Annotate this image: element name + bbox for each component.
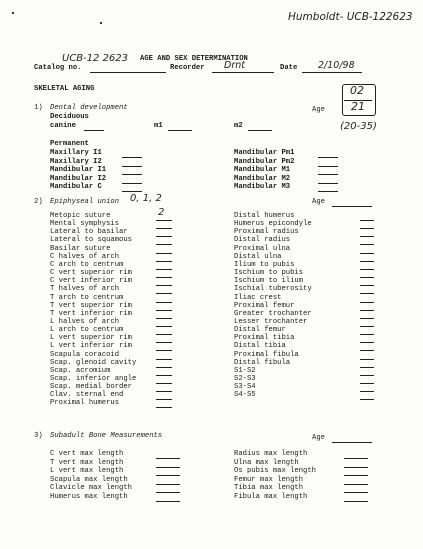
date-field[interactable]	[302, 72, 362, 73]
entry-blank[interactable]	[360, 318, 374, 319]
entry-blank[interactable]	[360, 293, 374, 294]
m1-field[interactable]	[168, 130, 192, 131]
entry-blank[interactable]	[156, 293, 172, 294]
entry-blank[interactable]	[156, 383, 172, 384]
field-label: Maxillary I1	[50, 149, 102, 157]
epiphyseal-age-field[interactable]	[332, 206, 372, 207]
field-label: Distal tibia	[234, 342, 286, 351]
entry-blank[interactable]	[156, 475, 180, 476]
entry-blank[interactable]	[156, 407, 172, 408]
field-label: Tibia max length	[234, 484, 304, 493]
field-label: Mandibular Pm2	[234, 157, 295, 166]
entry-blank[interactable]	[360, 253, 374, 254]
entry-blank[interactable]	[360, 261, 374, 262]
corner-mark	[12, 12, 14, 14]
field-label: Mandibular I1	[50, 166, 107, 175]
field-label: Clavicle max length	[50, 484, 132, 493]
field-label: Mandibular M1	[234, 166, 291, 175]
field-label: T vert inferior rim	[50, 309, 132, 318]
field-label: Fibula max length	[234, 493, 308, 501]
section-title: SKELETAL AGING	[34, 85, 95, 93]
catalog-field[interactable]	[90, 72, 166, 73]
form-title: AGE AND SEX DETERMINATION	[140, 55, 248, 63]
entry-blank[interactable]	[360, 359, 374, 360]
metopic-handwritten-value: 2	[158, 207, 165, 218]
field-label: Distal femur	[234, 326, 286, 335]
field-label: Lateral to squamous	[50, 236, 132, 245]
entry-blank[interactable]	[344, 467, 368, 468]
catalog-handwritten-value: UCB-12 2623	[62, 53, 128, 64]
entry-blank[interactable]	[360, 391, 374, 392]
field-label: Femur max length	[234, 475, 304, 484]
entry-blank[interactable]	[156, 302, 172, 303]
entry-blank[interactable]	[156, 484, 180, 485]
field-label: Distal radius	[234, 236, 291, 245]
field-label: S4-S5	[234, 391, 256, 400]
entry-blank[interactable]	[360, 228, 374, 229]
subadult-age-field[interactable]	[332, 442, 372, 443]
entry-blank[interactable]	[156, 285, 172, 286]
field-label: Mandibular C	[50, 183, 102, 192]
field-label: C vert inferior rim	[50, 277, 132, 286]
recorder-handwritten-value: Drnt	[224, 60, 245, 71]
field-label: Iliac crest	[234, 293, 282, 302]
entry-blank[interactable]	[360, 302, 374, 303]
entry-blank[interactable]	[344, 501, 368, 502]
entry-blank[interactable]	[156, 228, 172, 229]
field-label: S2-S3	[234, 375, 256, 383]
field-label: T vert superior rim	[50, 301, 132, 310]
field-label: Scapula max length	[50, 475, 128, 484]
field-label: Maxillary I2	[50, 157, 102, 166]
dental-number: 1)	[34, 104, 43, 112]
catalog-label: Catalog no.	[34, 64, 82, 72]
field-label: S3-S4	[234, 383, 256, 392]
entry-blank[interactable]	[156, 236, 172, 237]
field-label: Distal humerus	[234, 212, 295, 220]
entry-blank[interactable]	[318, 157, 338, 158]
entry-blank[interactable]	[360, 367, 374, 368]
field-label: Ischium to ilium	[234, 277, 304, 286]
entry-blank[interactable]	[344, 458, 368, 459]
field-label: Proximal humerus	[50, 399, 120, 408]
field-label: S1-S2	[234, 366, 256, 375]
entry-blank[interactable]	[156, 269, 172, 270]
date-label: Date	[280, 64, 298, 72]
entry-blank[interactable]	[156, 342, 172, 343]
field-label: Mandibular Pm1	[234, 149, 295, 157]
entry-blank[interactable]	[344, 484, 368, 485]
m2-label: m2	[234, 122, 243, 130]
field-label: T halves of arch	[50, 285, 120, 294]
entry-blank[interactable]	[122, 166, 142, 167]
entry-blank[interactable]	[156, 310, 172, 311]
field-label: Ischium to pubis	[234, 269, 304, 278]
entry-blank[interactable]	[156, 501, 180, 502]
entry-blank[interactable]	[360, 375, 374, 376]
entry-blank[interactable]	[156, 467, 180, 468]
recorder-label: Recorder	[170, 64, 205, 72]
entry-blank[interactable]	[360, 285, 374, 286]
field-label: L halves of arch	[50, 317, 120, 326]
entry-blank[interactable]	[156, 375, 172, 376]
entry-blank[interactable]	[360, 342, 374, 343]
deciduous-label: Deciduous	[50, 113, 89, 121]
entry-blank[interactable]	[156, 367, 172, 368]
entry-blank[interactable]	[156, 458, 180, 459]
entry-blank[interactable]	[360, 236, 374, 237]
entry-blank[interactable]	[156, 220, 172, 221]
entry-blank[interactable]	[360, 277, 374, 278]
field-label: T vert max length	[50, 458, 124, 467]
field-label: Scap. acromium	[50, 366, 111, 375]
entry-blank[interactable]	[318, 191, 338, 192]
entry-blank[interactable]	[360, 399, 374, 400]
field-label: Basilar suture	[50, 244, 111, 253]
field-label: Mandibular M3	[234, 183, 291, 192]
entry-blank[interactable]	[156, 334, 172, 335]
entry-blank[interactable]	[156, 253, 172, 254]
dental-title: Dental development	[50, 104, 128, 112]
field-label: Lateral to basilar	[50, 228, 128, 237]
field-label: C arch to centrum	[50, 260, 124, 269]
field-label: T arch to centrum	[50, 293, 124, 302]
entry-blank[interactable]	[344, 475, 368, 476]
entry-blank[interactable]	[156, 359, 172, 360]
field-label: L vert superior rim	[50, 334, 132, 343]
field-label: C vert max length	[50, 450, 124, 458]
entry-blank[interactable]	[122, 157, 142, 158]
entry-blank[interactable]	[156, 261, 172, 262]
age-box-bottom: 21	[351, 100, 365, 113]
corner-mark	[100, 22, 102, 24]
field-label: Scap. medial border	[50, 383, 132, 392]
entry-blank[interactable]	[360, 269, 374, 270]
epiphyseal-handwritten-note: 0, 1, 2	[130, 193, 162, 204]
entry-blank[interactable]	[360, 220, 374, 221]
field-label: Distal fibula	[234, 358, 291, 367]
field-label: Proximal fibula	[234, 350, 299, 359]
entry-blank[interactable]	[318, 174, 338, 175]
field-label: Os pubis max length	[234, 467, 316, 476]
entry-blank[interactable]	[156, 391, 172, 392]
field-label: Metopic suture	[50, 212, 111, 220]
entry-blank[interactable]	[156, 350, 172, 351]
epiphyseal-title: Epiphyseal union	[50, 198, 120, 206]
age-box-top: 02	[350, 84, 364, 97]
field-label: L vert inferior rim	[50, 342, 132, 351]
field-label: Scap. inferior angle	[50, 375, 137, 383]
epiphyseal-age-label: Age	[312, 198, 325, 206]
field-label: Greater trochanter	[234, 309, 312, 318]
entry-blank[interactable]	[318, 183, 338, 184]
dental-age-label: Age	[312, 106, 325, 114]
m1-label: m1	[154, 122, 163, 130]
field-label: Clav. sternal end	[50, 391, 124, 400]
entry-blank[interactable]	[122, 174, 142, 175]
entry-blank[interactable]	[360, 310, 374, 311]
epiphyseal-number: 2)	[34, 198, 43, 206]
field-label: C vert superior rim	[50, 269, 132, 278]
field-label: Radius max length	[234, 450, 308, 458]
field-label: Lesser trochanter	[234, 317, 308, 326]
m2-field[interactable]	[248, 130, 272, 131]
field-label: C halves of arch	[50, 252, 120, 261]
entry-blank[interactable]	[360, 350, 374, 351]
entry-blank[interactable]	[360, 334, 374, 335]
recorder-field[interactable]	[212, 72, 274, 73]
field-label: Scapula coracoid	[50, 350, 120, 359]
entry-blank[interactable]	[318, 166, 338, 167]
field-label: Proximal femur	[234, 301, 295, 310]
permanent-label: Permanent	[50, 140, 89, 148]
field-label: L vert max length	[50, 467, 124, 476]
field-label: Ilium to pubis	[234, 260, 295, 269]
entry-blank[interactable]	[156, 277, 172, 278]
entry-blank[interactable]	[156, 244, 172, 245]
field-label: Mandibular I2	[50, 174, 107, 183]
field-label: Mandibular M2	[234, 174, 291, 183]
age-range-handwritten: (20-35)	[340, 121, 377, 132]
subadult-age-label: Age	[312, 434, 325, 442]
entry-blank[interactable]	[122, 183, 142, 184]
field-label: Ischial tuberosity	[234, 285, 312, 294]
handwritten-specimen-id: Humboldt- UCB-122623	[288, 11, 413, 23]
entry-blank[interactable]	[156, 318, 172, 319]
subadult-number: 3)	[34, 432, 43, 440]
entry-blank[interactable]	[156, 492, 180, 493]
field-label: Mental symphysis	[50, 220, 120, 229]
canine-field[interactable]	[84, 130, 104, 131]
entry-blank[interactable]	[360, 244, 374, 245]
field-label: Humerus max length	[50, 493, 128, 501]
entry-blank[interactable]	[360, 383, 374, 384]
canine-label: canine	[50, 122, 76, 130]
field-label: Proximal ulna	[234, 244, 291, 253]
entry-blank[interactable]	[156, 399, 172, 400]
date-handwritten-value: 2/10/98	[318, 60, 355, 71]
field-label: Proximal radius	[234, 228, 299, 237]
field-label: L arch to centrum	[50, 326, 124, 335]
field-label: Scap. glenoid cavity	[50, 358, 137, 367]
field-label: Ulna max length	[234, 458, 299, 467]
field-label: Humerus epicondyle	[234, 220, 312, 229]
entry-blank[interactable]	[344, 492, 368, 493]
entry-blank[interactable]	[156, 326, 172, 327]
subadult-title: Subadult Bone Measurements	[50, 432, 163, 440]
field-label: Distal ulna	[234, 252, 282, 261]
field-label: Proximal tibia	[234, 334, 295, 343]
entry-blank[interactable]	[360, 326, 374, 327]
